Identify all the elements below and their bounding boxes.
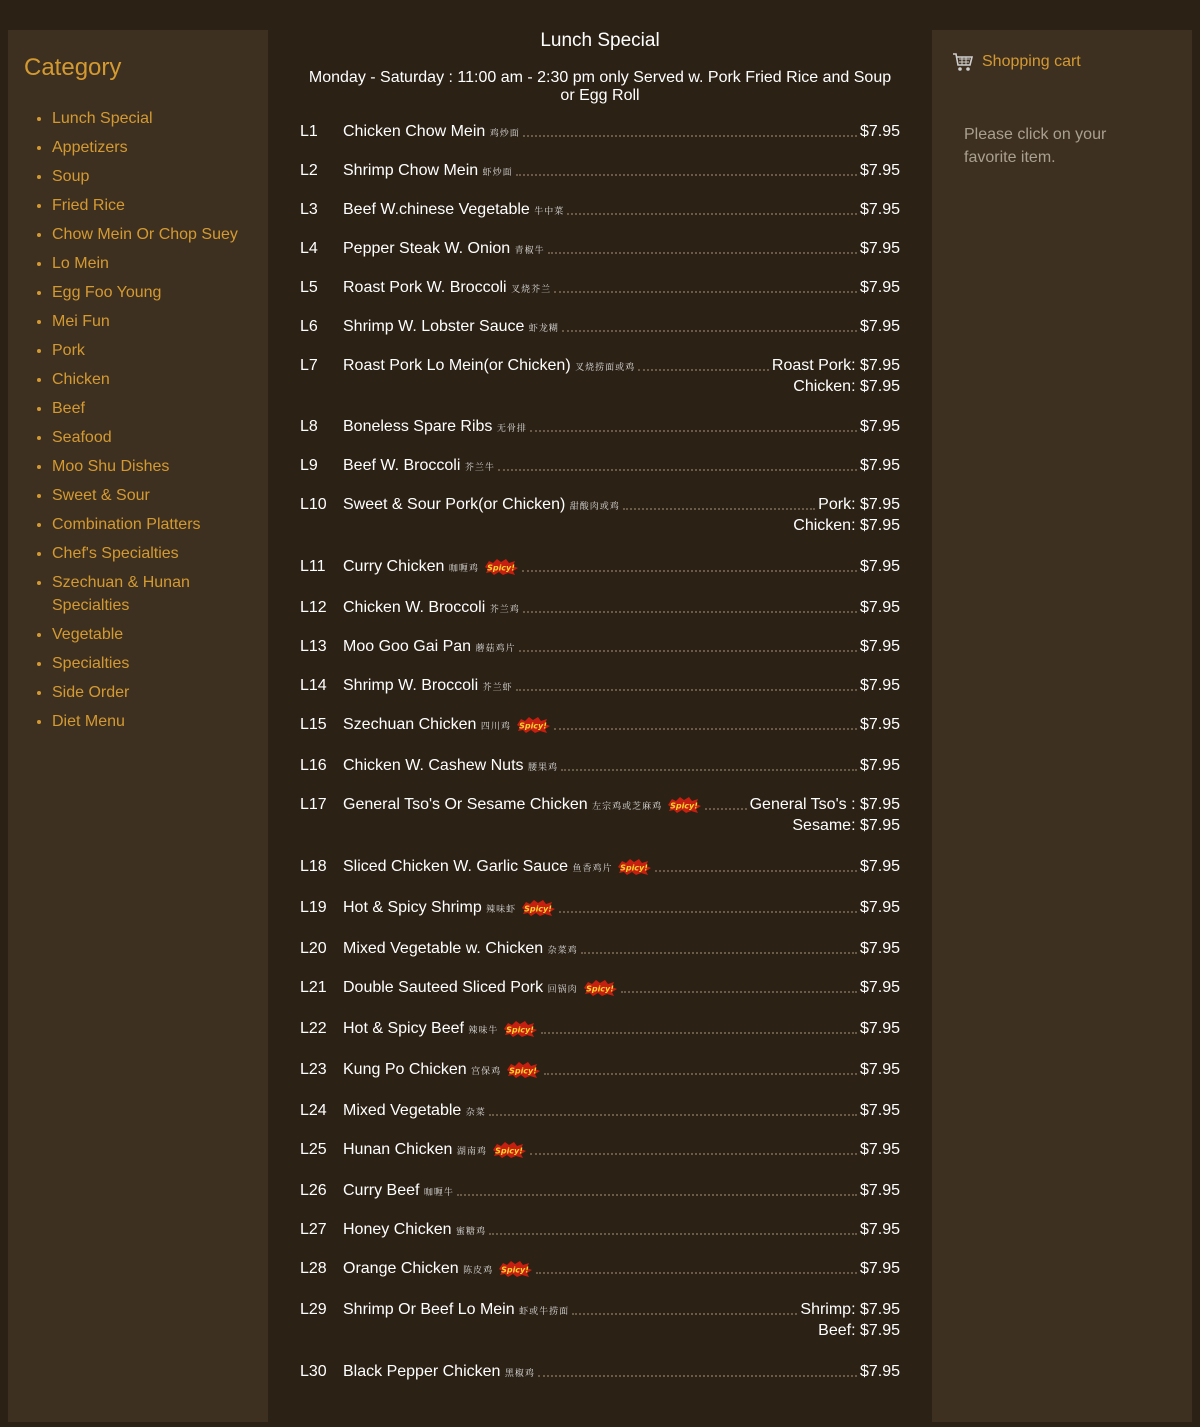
menu-item-code: L28	[300, 1260, 327, 1278]
category-item-appetizers[interactable]: • Appetizers	[52, 136, 268, 159]
category-item-mei-fun[interactable]: • Mei Fun	[52, 310, 268, 333]
menu-item-name-text: Sweet & Sour Pork(or Chicken)	[343, 496, 566, 513]
menu-item-name-text: Hot & Spicy Shrimp	[343, 899, 482, 917]
menu-item-name-text: Honey Chicken	[343, 1221, 452, 1238]
menu-item-name-text: Moo Goo Gai Pan	[343, 638, 472, 655]
shopping-cart-link[interactable]	[952, 52, 1081, 72]
menu-item-name-text: Kung Po Chicken	[343, 1061, 467, 1079]
menu-item-name[interactable]	[343, 638, 516, 656]
menu-item-code: L23	[300, 1061, 327, 1079]
menu-item-name[interactable]	[343, 796, 702, 814]
menu-item-chinese-name: 甜酸肉或鸡	[569, 501, 620, 511]
dot-leader	[536, 1272, 857, 1274]
menu-item-price: $7.95	[859, 162, 900, 179]
menu-item-name[interactable]	[343, 757, 558, 775]
category-item-lunch-special[interactable]: • Lunch Special	[52, 107, 268, 130]
menu-item-chinese-name: 无骨排	[496, 423, 527, 433]
category-item-chow-mein-or-chop-suey[interactable]: • Chow Mein Or Chop Suey	[52, 223, 268, 246]
menu-item-name-text: Roast Pork W. Broccoli	[343, 279, 507, 296]
dot-leader	[516, 689, 857, 691]
category-item-diet-menu[interactable]: • Diet Menu	[52, 710, 268, 733]
menu-item-name-text: Mixed Vegetable w. Chicken	[343, 940, 544, 957]
menu-item-chinese-name: 鱼香鸡片	[572, 863, 613, 874]
menu-item-chinese-name: 蜜糖鸡	[455, 1226, 486, 1236]
menu-item-chinese-name: 辣味虾	[486, 904, 517, 915]
dot-leader	[489, 1233, 857, 1235]
menu-item[interactable]	[300, 123, 900, 162]
menu-item-name[interactable]	[343, 1141, 527, 1159]
menu-item-name-text: Orange Chicken	[343, 1260, 459, 1278]
dot-leader	[544, 1073, 857, 1075]
dot-leader	[554, 291, 857, 293]
svg-text:Spicy!: Spicy!	[509, 1066, 538, 1076]
menu-item-name[interactable]	[343, 418, 527, 436]
menu-item-name-text: Double Sauteed Sliced Pork	[343, 979, 544, 997]
menu-item-name[interactable]	[343, 1221, 486, 1239]
menu-item-name[interactable]	[343, 1061, 541, 1079]
menu-item[interactable]	[300, 796, 900, 858]
menu-item-name-text: Beef W.chinese Vegetable	[343, 201, 530, 218]
menu-item-name[interactable]	[343, 858, 652, 876]
menu-item-price: $7.95	[859, 1102, 900, 1119]
menu-item-code: L24	[300, 1102, 327, 1119]
menu-item-price: $7.95	[859, 899, 900, 917]
menu-item-chinese-name: 虾或牛捞面	[519, 1306, 570, 1316]
menu-item-price: Roast Pork: $7.95	[771, 357, 900, 374]
menu-item-price: $7.95	[859, 940, 900, 957]
menu-item-price: $7.95	[859, 457, 900, 474]
category-item-egg-foo-young[interactable]: • Egg Foo Young	[52, 281, 268, 304]
menu-item-chinese-name: 虾龙糊	[528, 323, 559, 333]
menu-item-chinese-name: 叉烧捞面或鸡	[575, 362, 636, 372]
menu-item-chinese-name: 虾炒面	[482, 167, 513, 177]
spicy-badge-icon	[515, 716, 551, 734]
category-item-fried-rice[interactable]: • Fried Rice	[52, 194, 268, 217]
menu-item-code: L8	[300, 418, 318, 435]
menu-item-name[interactable]	[343, 457, 495, 475]
category-item-seafood[interactable]: • Seafood	[52, 426, 268, 449]
menu-item-code: L16	[300, 757, 327, 774]
menu-item-name[interactable]	[343, 1363, 535, 1381]
menu-item-name[interactable]	[343, 1182, 454, 1200]
menu-item-price: $7.95	[859, 123, 900, 140]
menu-item-chinese-name: 蘑菇鸡片	[475, 643, 516, 653]
dot-leader	[541, 1032, 857, 1034]
category-item-chicken[interactable]: • Chicken	[52, 368, 268, 391]
menu-item-code: L13	[300, 638, 327, 655]
menu-item-name[interactable]	[343, 899, 556, 917]
menu-item-name-text: Shrimp W. Broccoli	[343, 677, 479, 694]
menu-item-name[interactable]	[343, 123, 520, 141]
menu-item-price: $7.95	[859, 1020, 900, 1038]
menu-item-code: L14	[300, 677, 327, 694]
category-item-pork[interactable]: • Pork	[52, 339, 268, 362]
menu-main	[268, 30, 932, 1427]
dot-leader	[567, 213, 857, 215]
menu-item-chinese-name: 四川鸡	[480, 721, 511, 732]
menu-item-chinese-name: 杂菜鸡	[547, 945, 578, 955]
dot-leader	[554, 728, 857, 730]
svg-text:Spicy!: Spicy!	[585, 984, 614, 994]
menu-item-code: L26	[300, 1182, 327, 1199]
menu-item-price-secondary: Chicken: $7.95	[793, 517, 900, 534]
cart-empty-message: Please click on your favorite item.	[964, 126, 1107, 166]
category-list	[24, 107, 268, 739]
menu-item-chinese-name: 回锅肉	[547, 984, 578, 995]
menu-item-name-text: Mixed Vegetable	[343, 1102, 462, 1119]
category-item-lo-mein[interactable]: • Lo Mein	[52, 252, 268, 275]
menu-item-price: $7.95	[859, 1260, 900, 1278]
menu-item[interactable]	[300, 201, 900, 240]
menu-item-code: L1	[300, 123, 318, 140]
menu-item[interactable]	[300, 1141, 900, 1182]
spicy-badge-icon	[582, 979, 618, 997]
shopping-cart-label: Shopping cart	[982, 53, 1081, 70]
menu-item-chinese-name: 腰果鸡	[527, 762, 558, 772]
category-item-moo-shu-dishes[interactable]: • Moo Shu Dishes	[52, 455, 268, 478]
menu-list	[300, 123, 900, 1403]
category-item-vegetable[interactable]: • Vegetable	[52, 623, 268, 646]
menu-item[interactable]	[300, 1182, 900, 1221]
spicy-badge-icon	[616, 858, 652, 876]
menu-item-name-text: Sliced Chicken W. Garlic Sauce	[343, 858, 568, 876]
menu-item[interactable]	[300, 1020, 900, 1061]
category-heading: Category	[24, 54, 122, 81]
dot-leader	[523, 611, 857, 613]
dot-leader	[530, 430, 857, 432]
svg-text:Spicy!: Spicy!	[501, 1265, 530, 1275]
menu-item[interactable]	[300, 240, 900, 279]
category-item-specialties[interactable]: • Specialties	[52, 652, 268, 675]
menu-item[interactable]	[300, 1301, 900, 1363]
menu-item-price-secondary: Sesame: $7.95	[792, 817, 900, 835]
menu-item-chinese-name: 芥兰鸡	[489, 604, 520, 614]
dot-leader	[562, 330, 857, 332]
dot-leader	[621, 991, 857, 993]
menu-item-chinese-name: 叉烧芥兰	[511, 284, 552, 294]
menu-item-name-text: Shrimp Or Beef Lo Mein	[343, 1301, 515, 1318]
shopping-cart-panel	[932, 30, 1192, 1422]
menu-item-name[interactable]	[343, 1102, 486, 1120]
menu-item-name-text: Boneless Spare Ribs	[343, 418, 493, 435]
svg-text:Spicy!: Spicy!	[518, 721, 547, 731]
menu-item[interactable]	[300, 318, 900, 357]
page-title: Lunch Special	[540, 30, 660, 51]
svg-text:Spicy!: Spicy!	[506, 1025, 535, 1035]
menu-item-price: $7.95	[859, 279, 900, 296]
menu-item[interactable]	[300, 558, 900, 599]
menu-item-price-secondary: Beef: $7.95	[818, 1322, 900, 1339]
menu-item-code: L6	[300, 318, 318, 335]
shopping-cart-icon	[952, 52, 974, 72]
dot-leader	[581, 952, 857, 954]
menu-item-price: $7.95	[859, 1363, 900, 1380]
menu-item-price: $7.95	[859, 240, 900, 257]
menu-item-name[interactable]	[343, 162, 513, 180]
top-bar	[0, 0, 1200, 30]
menu-item-code: L27	[300, 1221, 327, 1238]
category-sidebar	[8, 30, 268, 1422]
menu-item-name-text: Shrimp Chow Mein	[343, 162, 479, 179]
menu-item-price: $7.95	[859, 858, 900, 876]
menu-item-name[interactable]	[343, 716, 551, 734]
menu-item-code: L20	[300, 940, 327, 957]
spicy-badge-icon	[505, 1061, 541, 1079]
menu-item-chinese-name: 黑椒鸡	[504, 1368, 535, 1378]
menu-item-price: $7.95	[859, 418, 900, 435]
spicy-badge-icon	[502, 1020, 538, 1038]
menu-item[interactable]	[300, 279, 900, 318]
menu-item-chinese-name: 辣味牛	[468, 1025, 499, 1036]
dot-leader	[523, 135, 857, 137]
menu-item[interactable]	[300, 858, 900, 899]
menu-item-chinese-name: 陈皮鸡	[463, 1265, 494, 1276]
menu-item-price: $7.95	[859, 558, 900, 576]
menu-item-price: $7.95	[859, 1061, 900, 1079]
menu-item[interactable]	[300, 677, 900, 716]
spicy-badge-icon	[666, 796, 702, 814]
menu-item-price: $7.95	[859, 1182, 900, 1199]
dot-leader	[498, 469, 857, 471]
svg-text:Spicy!: Spicy!	[486, 563, 515, 573]
menu-item-name[interactable]	[343, 201, 564, 219]
menu-item-name[interactable]	[343, 979, 618, 997]
menu-item-code: L29	[300, 1301, 327, 1318]
menu-item[interactable]	[300, 1061, 900, 1102]
menu-item-price: $7.95	[859, 201, 900, 218]
dot-leader	[638, 369, 769, 371]
menu-item-name-text: Pepper Steak W. Onion	[343, 240, 511, 257]
menu-item-code: L25	[300, 1141, 327, 1159]
dot-leader	[623, 508, 815, 510]
menu-item[interactable]	[300, 1221, 900, 1260]
dot-leader	[522, 570, 857, 572]
menu-item-code: L2	[300, 162, 318, 179]
menu-item-code: L15	[300, 716, 327, 734]
menu-item-name-text: Curry Beef	[343, 1182, 420, 1199]
menu-item-price: $7.95	[859, 677, 900, 694]
svg-text:Spicy!: Spicy!	[524, 904, 553, 914]
menu-item[interactable]	[300, 757, 900, 796]
dot-leader	[655, 870, 857, 872]
menu-item-code: L19	[300, 899, 327, 917]
menu-item-code: L22	[300, 1020, 327, 1038]
menu-item-chinese-name: 左宗鸡或芝麻鸡	[592, 801, 663, 812]
lunch-hours-note: Monday - Saturday : 11:00 am - 2:30 pm only Served w. Pork Fried Rice and Soup or Egg Roll	[308, 69, 892, 104]
menu-item-chinese-name: 芥兰牛	[464, 462, 495, 472]
menu-item-name[interactable]	[343, 599, 520, 617]
category-item-combination-platters[interactable]: • Combination Platters	[52, 513, 268, 536]
spicy-badge-icon	[520, 899, 556, 917]
category-item-chef-s-specialties[interactable]: • Chef's Specialties	[52, 542, 268, 565]
menu-item-code: L12	[300, 599, 327, 616]
spicy-badge-icon	[497, 1260, 533, 1278]
menu-item[interactable]	[300, 979, 900, 1020]
menu-item-code: L11	[300, 558, 326, 576]
menu-item-name[interactable]	[343, 279, 551, 297]
dot-leader	[538, 1375, 857, 1377]
menu-item[interactable]	[300, 496, 900, 558]
menu-item-name-text: General Tso's Or Sesame Chicken	[343, 796, 588, 814]
menu-item-code: L21	[300, 979, 327, 997]
menu-item-name[interactable]	[343, 240, 545, 258]
menu-item-name-text: Beef W. Broccoli	[343, 457, 461, 474]
menu-item-code: L5	[300, 279, 318, 296]
menu-item-name-text: Black Pepper Chicken	[343, 1363, 501, 1380]
dot-leader	[559, 911, 857, 913]
menu-item-price: $7.95	[859, 318, 900, 335]
menu-item-name[interactable]	[343, 940, 578, 958]
menu-item-code: L18	[300, 858, 327, 876]
menu-item-chinese-name: 芥兰虾	[482, 682, 513, 692]
menu-item-code: L9	[300, 457, 318, 474]
dot-leader	[572, 1313, 797, 1315]
menu-item-name-text: Chicken Chow Mein	[343, 123, 486, 140]
menu-item[interactable]	[300, 357, 900, 418]
menu-item[interactable]	[300, 1363, 900, 1403]
menu-item-chinese-name: 青椒牛	[514, 245, 545, 255]
menu-item-price: $7.95	[859, 979, 900, 997]
spicy-badge-icon	[483, 558, 519, 576]
menu-item-price: $7.95	[859, 638, 900, 655]
dot-leader	[519, 650, 857, 652]
menu-item-price: $7.95	[859, 716, 900, 734]
menu-item-name[interactable]	[343, 1020, 538, 1038]
menu-item-chinese-name: 咖喱牛	[423, 1187, 454, 1197]
dot-leader	[548, 252, 857, 254]
category-item-beef[interactable]: • Beef	[52, 397, 268, 420]
menu-item-price: Pork: $7.95	[818, 496, 900, 513]
dot-leader	[516, 174, 857, 176]
category-item-side-order[interactable]: • Side Order	[52, 681, 268, 704]
menu-item-price: $7.95	[859, 1221, 900, 1238]
svg-text:Spicy!: Spicy!	[620, 863, 649, 873]
menu-item[interactable]	[300, 1102, 900, 1141]
menu-item-name-text: Chicken W. Broccoli	[343, 599, 486, 616]
menu-item-name-text: Chicken W. Cashew Nuts	[343, 757, 524, 774]
menu-item-chinese-name: 湖南鸡	[456, 1146, 487, 1157]
menu-item-price-secondary: Chicken: $7.95	[793, 378, 900, 395]
category-item-sweet-sour[interactable]: • Sweet & Sour	[52, 484, 268, 507]
menu-item-name-text: Curry Chicken	[343, 558, 445, 576]
menu-item[interactable]	[300, 638, 900, 677]
menu-item-code: L17	[300, 796, 327, 814]
menu-item-chinese-name: 咖喱鸡	[448, 563, 479, 574]
menu-item-code: L4	[300, 240, 318, 257]
menu-item-name[interactable]	[343, 318, 559, 336]
menu-item-chinese-name: 杂菜	[465, 1107, 486, 1117]
dot-leader	[561, 769, 857, 771]
menu-item-price: $7.95	[859, 757, 900, 774]
menu-item-price: $7.95	[859, 1141, 900, 1159]
menu-item-name[interactable]	[343, 357, 635, 375]
menu-item-name[interactable]	[343, 558, 519, 576]
menu-item[interactable]	[300, 599, 900, 638]
menu-item-name[interactable]	[343, 1260, 533, 1278]
menu-item-name-text: Hunan Chicken	[343, 1141, 453, 1159]
menu-item-price: Shrimp: $7.95	[800, 1301, 900, 1318]
menu-item-name-text: Hot & Spicy Beef	[343, 1020, 464, 1038]
menu-item[interactable]	[300, 1260, 900, 1301]
menu-item[interactable]	[300, 162, 900, 201]
dot-leader	[457, 1194, 857, 1196]
menu-item[interactable]	[300, 899, 900, 940]
menu-item[interactable]	[300, 716, 900, 757]
dot-leader	[530, 1153, 857, 1155]
dot-leader	[489, 1114, 857, 1116]
menu-item[interactable]	[300, 940, 900, 979]
menu-item-chinese-name: 鸡炒面	[489, 128, 520, 138]
svg-text:Spicy!: Spicy!	[494, 1146, 523, 1156]
menu-item-chinese-name: 牛中菜	[534, 206, 565, 216]
menu-item-price: $7.95	[859, 599, 900, 616]
menu-item-code: L7	[300, 357, 318, 374]
menu-item-code: L10	[300, 496, 327, 513]
menu-item-name[interactable]	[343, 677, 513, 695]
svg-text:Spicy!: Spicy!	[670, 801, 699, 811]
menu-item-name[interactable]	[343, 496, 620, 514]
menu-item-name[interactable]	[343, 1301, 569, 1319]
menu-item-name-text: Szechuan Chicken	[343, 716, 477, 734]
menu-item-code: L3	[300, 201, 318, 218]
menu-item-code: L30	[300, 1363, 327, 1380]
menu-item-name-text: Shrimp W. Lobster Sauce	[343, 318, 525, 335]
menu-item[interactable]	[300, 457, 900, 496]
category-item-szechuan-hunan-specialties[interactable]: • Szechuan & Hunan Specialties	[52, 571, 268, 617]
menu-item[interactable]	[300, 418, 900, 457]
menu-item-price: General Tso's : $7.95	[749, 796, 900, 814]
menu-item-name-text: Roast Pork Lo Mein(or Chicken)	[343, 357, 571, 374]
dot-leader	[705, 808, 746, 810]
menu-item-chinese-name: 宫保鸡	[471, 1066, 502, 1077]
spicy-badge-icon	[491, 1141, 527, 1159]
category-item-soup[interactable]: • Soup	[52, 165, 268, 188]
